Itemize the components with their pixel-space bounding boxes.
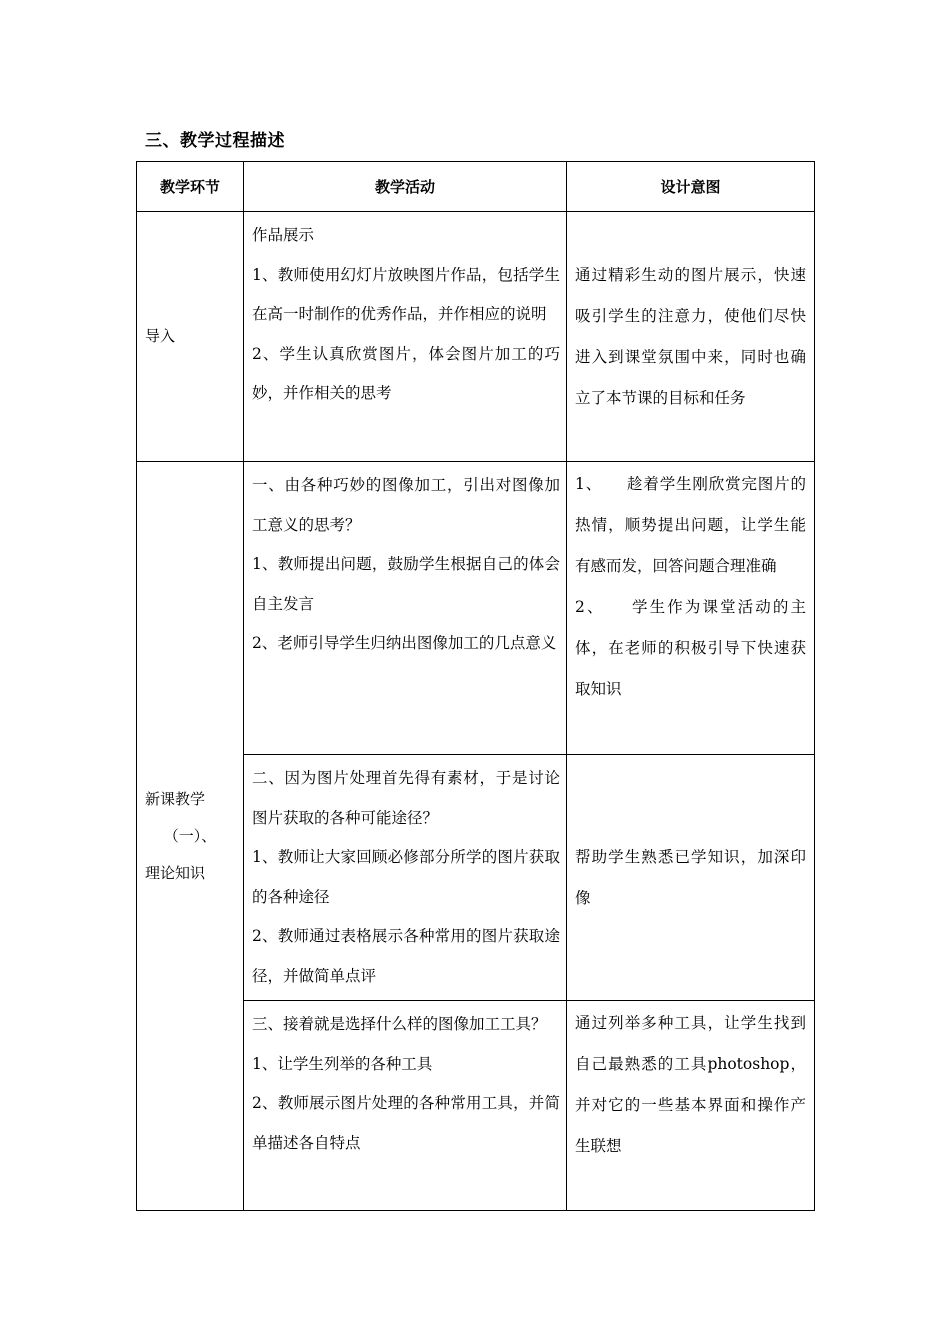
activity-line: 1、教师让大家回顾必修部分所学的图片获取的各种途径 xyxy=(252,848,560,906)
intent-line: 帮助学生熟悉已学知识，加深印像 xyxy=(575,847,806,907)
header-intent: 设计意图 xyxy=(567,162,815,212)
stage-line: 理论知识 xyxy=(145,863,206,882)
stage-line: （一）、 xyxy=(163,826,217,845)
activity-line: 作品展示 xyxy=(252,226,315,244)
table-row xyxy=(137,212,815,462)
intent-line: 1、 趁着学生刚欣赏完图片的热情，顺势提出问题，让学生能有感而发，回答问题合理准确 xyxy=(575,475,806,575)
activity-line: 2、教师通过表格展示各种常用的图片获取途径，并做简单点评 xyxy=(252,927,560,985)
table-header-row xyxy=(137,162,815,212)
activity-line: 三、接着就是选择什么样的图像加工工具？ xyxy=(252,1015,547,1033)
intent-line: 通过精彩生动的图片展示，快速吸引学生的注意力，使他们尽快进入到课堂氛围中来，同时也确立了本节课的目标和任务 xyxy=(575,265,806,407)
activity-cell xyxy=(244,1001,567,1211)
header-stage: 教学环节 xyxy=(137,162,244,212)
intent-cell xyxy=(567,755,815,1001)
header-activity: 教学活动 xyxy=(244,162,567,212)
activity-line: 2、学生认真欣赏图片，体会图片加工的巧妙，并作相关的思考 xyxy=(252,344,560,402)
activity-line: 2、老师引导学生归纳出图像加工的几点意义 xyxy=(252,634,557,652)
activity-line: 2、教师展示图片处理的各种常用工具，并简单描述各自特点 xyxy=(252,1094,560,1152)
table-row xyxy=(137,462,815,755)
stage-cell: 导入 xyxy=(137,212,244,462)
intent-cell xyxy=(567,462,815,755)
intent-line: 2、 学生作为课堂活动的主体，在老师的积极引导下快速获取知识 xyxy=(575,598,806,698)
activity-cell xyxy=(244,462,567,755)
activity-line: 1、让学生列举的各种工具 xyxy=(252,1054,433,1073)
intent-line: 通过列举多种工具，让学生找到自己最熟悉的工具photoshop，并对它的一些基本界面和操作产生联想 xyxy=(575,1014,806,1155)
activity-line: 1、教师提出问题，鼓励学生根据自己的体会自主发言 xyxy=(252,555,560,613)
section-title: 三、教学过程描述 xyxy=(145,131,285,151)
stage-cell xyxy=(137,462,244,1211)
activity-line: 1、教师使用幻灯片放映图片作品，包括学生在高一时制作的优秀作品，并作相应的说明 xyxy=(252,265,560,323)
activity-cell xyxy=(244,755,567,1001)
stage-line: 新课教学 xyxy=(145,789,206,808)
activity-line: 二、因为图片处理首先得有素材，于是讨论图片获取的各种可能途径？ xyxy=(252,769,560,827)
teaching-process-table xyxy=(136,161,815,1211)
activity-cell xyxy=(244,212,567,462)
intent-cell xyxy=(567,1001,815,1211)
activity-line: 一、由各种巧妙的图像加工，引出对图像加工意义的思考？ xyxy=(252,476,560,534)
intent-cell xyxy=(567,212,815,462)
